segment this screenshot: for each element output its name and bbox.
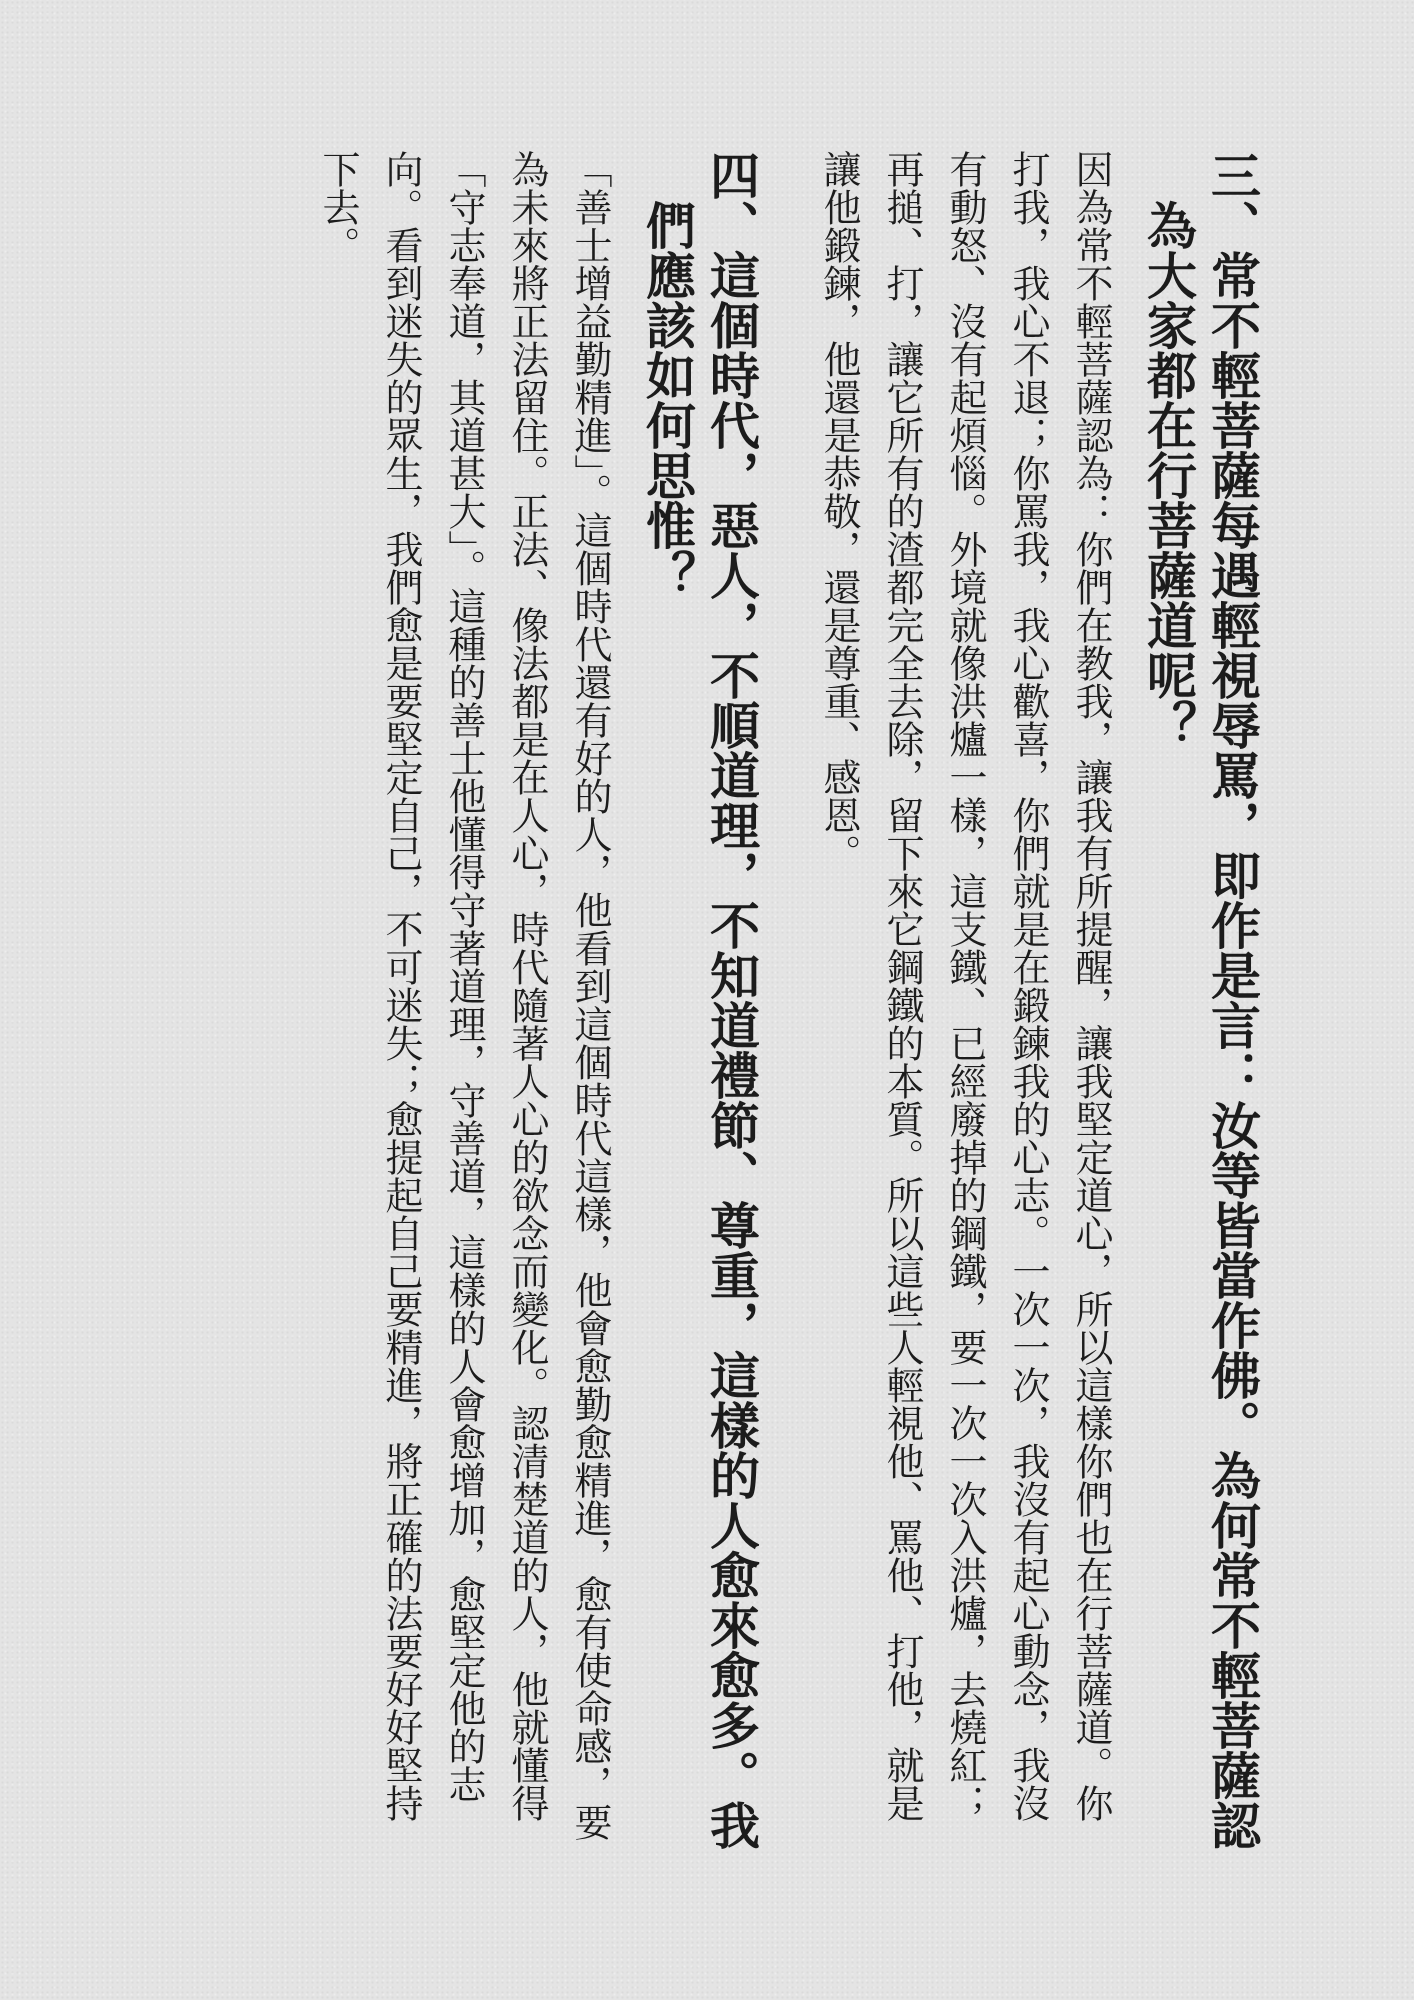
section-4-heading-text: 四、這個時代，惡人，不順道理，不知道禮節、尊重，這樣的人愈來愈多。我們應該如何思惟？	[638, 150, 761, 1850]
section-4-body: 「善士增益勤精進」。這個時代還有好的人，他看到這個時代這樣，他會愈勤愈精進，愈有使命感，要為未來將正法留住。正法、像法都是在人心，時代隨著人心的欲念而變化。認清楚道的人，他就懂得「守志奉道，其道甚大」。這種的善士他懂得守著道理，守善道，這樣的人會愈增加，愈堅定他的志向。看到迷失的眾生，我們愈是要堅定自己，不可迷失；愈提起自己要精進，將正確的法要好好堅持下去。	[316, 150, 612, 1841]
vertical-text-block	[306, 150, 1264, 1850]
section-3-body: 因為常不輕菩薩認為：你們在教我，讓我有所提醒，讓我堅定道心，所以這樣你們也在行菩薩道。你打我，我心不退；你罵我，我心歡喜，你們就是在鍛鍊我的心志。一次一次，我沒有起心動念，我沒有動怒、沒有起煩惱。外境就像洪爐一樣，這支鐵、已經廢掉的鋼鐵，要一次一次入洪爐，去燒紅；再搥、打，讓它所有的渣都完全去除，留下來它鋼鐵的本質。所以這些人輕視他、罵他、打他，就是讓他鍛鍊，他還是恭敬，還是尊重、感恩。	[817, 150, 1113, 1822]
section-3-heading-text: 三、常不輕菩薩每遇輕視辱罵，即作是言：汝等皆當作佛。為何常不輕菩薩認為大家都在行菩薩道呢？	[1139, 150, 1262, 1850]
section-4-heading	[635, 150, 763, 1850]
section-3-heading	[1136, 150, 1264, 1850]
